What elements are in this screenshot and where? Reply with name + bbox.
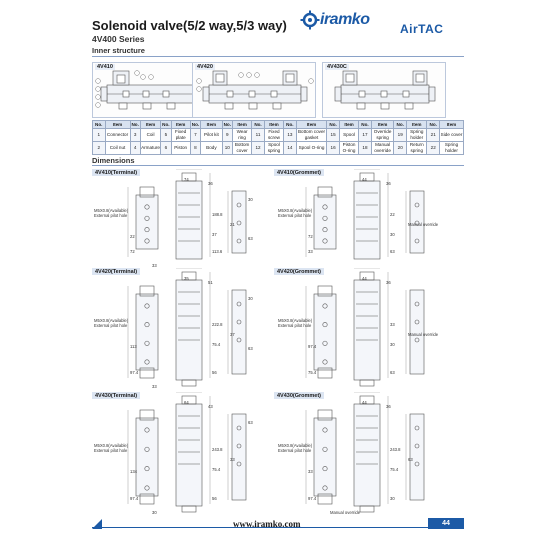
col-header: No. bbox=[284, 121, 297, 129]
table-cell: Spring holder bbox=[440, 141, 464, 154]
table-cell: 1 bbox=[93, 128, 106, 141]
table-cell: 15 bbox=[327, 128, 340, 141]
dimension-value: 30 bbox=[390, 232, 395, 237]
col-header: No. bbox=[252, 121, 265, 129]
table-cell: 19 bbox=[394, 128, 407, 141]
pilot-hole-note: External pilot hole bbox=[278, 448, 312, 453]
table-cell: Coil nut bbox=[105, 141, 130, 154]
table-cell: 8 bbox=[190, 141, 200, 154]
dimension-panel bbox=[92, 268, 274, 390]
dimension-value: 75.4 bbox=[212, 467, 221, 472]
dimension-value: 22 bbox=[130, 234, 135, 239]
dimension-value: 44 bbox=[362, 400, 367, 405]
dimension-value: 30 bbox=[248, 296, 253, 301]
col-header: No. bbox=[394, 121, 407, 129]
dimension-value: 33 bbox=[152, 263, 157, 268]
table-cell: Body bbox=[201, 141, 223, 154]
col-header: Item bbox=[296, 121, 327, 129]
table-cell: Coil bbox=[140, 128, 160, 141]
section-divider bbox=[92, 165, 464, 166]
dimension-value: 36 bbox=[386, 280, 391, 285]
pilot-hole-note: External pilot hole bbox=[94, 448, 128, 453]
dimension-value: 37 bbox=[230, 332, 235, 337]
page-number: 44 bbox=[428, 518, 464, 529]
table-cell: Piston bbox=[171, 141, 190, 154]
table-cell: Side cover bbox=[440, 128, 464, 141]
structure-view-4v420 bbox=[192, 62, 316, 118]
dimension-value: 97.4 bbox=[130, 370, 139, 375]
table-cell: Piston O-ring bbox=[339, 141, 358, 154]
pilot-thread-note: M5X0.8(Available) bbox=[94, 443, 129, 448]
dimension-value: 75.4 bbox=[308, 370, 317, 375]
col-header: No. bbox=[327, 121, 340, 129]
dimension-value: 222.8 bbox=[212, 322, 223, 327]
table-row bbox=[93, 141, 464, 154]
dimension-value: 243.8 bbox=[212, 447, 223, 452]
table-cell: 6 bbox=[161, 141, 171, 154]
brand-logo bbox=[300, 6, 380, 34]
dimension-value: 75.4 bbox=[390, 467, 399, 472]
dimension-value: 113 bbox=[130, 344, 137, 349]
col-header: No. bbox=[427, 121, 440, 129]
dimension-value: 64 bbox=[184, 400, 189, 405]
dimension-panel bbox=[92, 169, 274, 269]
dimension-value: 37 bbox=[212, 232, 217, 237]
structure-label: 4V430C bbox=[327, 64, 347, 70]
dimension-panel bbox=[274, 169, 456, 269]
table-cell: Connector bbox=[105, 128, 130, 141]
col-header: Item bbox=[201, 121, 223, 129]
table-cell: 5 bbox=[161, 128, 171, 141]
dimension-value: 33 bbox=[308, 469, 313, 474]
structure-label: 4V420 bbox=[197, 64, 213, 70]
table-cell: 18 bbox=[359, 141, 372, 154]
col-header: No. bbox=[223, 121, 231, 127]
dimension-drawing bbox=[274, 392, 456, 516]
dimension-panel bbox=[92, 392, 274, 516]
inner-structure-heading: Inner structure bbox=[92, 46, 145, 55]
table-cell: Manual override bbox=[371, 141, 394, 154]
dimension-value: 51 bbox=[208, 280, 213, 285]
col-header: Item bbox=[264, 121, 283, 129]
dimension-value: 36 bbox=[386, 404, 391, 409]
table-cell: Spool bbox=[339, 128, 358, 141]
table-cell: 3 bbox=[130, 128, 140, 141]
dimension-value: 30 bbox=[152, 510, 157, 515]
dimension-value: 30 bbox=[390, 496, 395, 501]
dimension-panel bbox=[274, 268, 456, 390]
table-cell: 11 bbox=[252, 128, 265, 141]
dimension-value: 33 bbox=[308, 249, 313, 254]
pilot-thread-note: M5X0.8(Available) bbox=[278, 208, 313, 213]
pilot-thread-note: M5X0.8(Available) bbox=[94, 318, 129, 323]
col-header: No. bbox=[162, 121, 170, 127]
dimension-drawing bbox=[274, 268, 456, 390]
dimension-value: 63 bbox=[390, 370, 395, 375]
dimension-value: 43 bbox=[208, 404, 213, 409]
table-row bbox=[93, 128, 464, 141]
table-cell: Override spring bbox=[371, 128, 394, 141]
dimension-value: 97.4 bbox=[308, 496, 317, 501]
table-cell: 16 bbox=[327, 141, 340, 154]
dimension-value: 63 bbox=[390, 249, 395, 254]
col-header: No. bbox=[359, 121, 372, 129]
dimension-value: 22 bbox=[390, 212, 395, 217]
dimension-value: 36 bbox=[208, 181, 213, 186]
col-header: Item bbox=[232, 121, 251, 129]
dimension-drawing bbox=[92, 392, 274, 516]
table-cell: 10 bbox=[222, 141, 232, 154]
dimension-value: 30 bbox=[390, 342, 395, 347]
dimension-value: 97.4 bbox=[130, 496, 139, 501]
dimension-value: 188.8 bbox=[212, 212, 223, 217]
parts-table bbox=[92, 120, 464, 155]
dimension-value: 36 bbox=[386, 181, 391, 186]
col-header: Item bbox=[171, 121, 190, 129]
dimension-panel-title: 4V430(Terminal) bbox=[92, 392, 140, 399]
dimension-value: Manual override bbox=[408, 332, 439, 337]
dimension-value: 33 bbox=[390, 322, 395, 327]
table-cell: Fixed plate bbox=[171, 128, 190, 141]
table-cell: Pilot kit bbox=[201, 128, 223, 141]
structure-label: 4V410 bbox=[97, 64, 113, 70]
dimension-value: 63 bbox=[248, 236, 253, 241]
dimension-value: Manual override bbox=[330, 510, 361, 515]
table-cell: Spool spring bbox=[264, 141, 283, 154]
pilot-thread-note: M5X0.8(Available) bbox=[278, 318, 313, 323]
structure-view-4v430c bbox=[322, 62, 446, 118]
table-cell: Return spring bbox=[407, 141, 427, 154]
dimension-panel bbox=[274, 392, 456, 516]
dimension-value: 63 bbox=[248, 346, 253, 351]
gear-icon bbox=[300, 10, 320, 30]
table-cell: Armature bbox=[140, 141, 160, 154]
pilot-hole-note: External pilot hole bbox=[278, 323, 312, 328]
series-title: 4V400 Series bbox=[92, 34, 145, 44]
dimension-panel-title: 4V420(Grommet) bbox=[274, 268, 324, 275]
page-title: Solenoid valve(5/2 way,5/3 way) bbox=[92, 18, 287, 33]
dimension-value: 75.4 bbox=[212, 342, 221, 347]
section-divider bbox=[92, 56, 464, 57]
col-header: Item bbox=[105, 121, 130, 129]
dimension-value: 63 bbox=[408, 457, 413, 462]
table-cell: 13 bbox=[284, 128, 297, 141]
table-cell: 9 bbox=[222, 128, 232, 141]
dimension-value: Manual override bbox=[408, 222, 439, 227]
table-cell: 2 bbox=[93, 141, 106, 154]
maker-logo: AirTAC bbox=[400, 22, 444, 36]
pilot-thread-note: M5X0.8(Available) bbox=[278, 443, 313, 448]
col-header: Item bbox=[371, 121, 394, 129]
dimension-value: 97.4 bbox=[308, 344, 317, 349]
table-cell: Wear ring bbox=[232, 128, 251, 141]
dimension-panel-title: 4V430(Grommet) bbox=[274, 392, 324, 399]
table-cell: Bottom cover bbox=[232, 141, 251, 154]
brand-name: iramko bbox=[320, 11, 370, 28]
col-header: Item bbox=[407, 121, 427, 129]
table-header-row bbox=[93, 121, 464, 129]
footer-url: www.iramko.com bbox=[233, 519, 301, 529]
table-cell: 4 bbox=[130, 141, 140, 154]
col-header: Item bbox=[339, 121, 358, 129]
valve-section-drawing bbox=[323, 63, 447, 119]
dimension-value: 72 bbox=[308, 234, 313, 239]
table-cell: 21 bbox=[427, 128, 440, 141]
table-cell: 14 bbox=[284, 141, 297, 154]
dimension-value: 134 bbox=[130, 469, 137, 474]
dimension-value: 56 bbox=[212, 496, 217, 501]
table-cell: 12 bbox=[252, 141, 265, 154]
dimension-value: 56 bbox=[212, 370, 217, 375]
table-cell: 17 bbox=[359, 128, 372, 141]
dimension-value: 243.8 bbox=[390, 447, 401, 452]
dimensions-heading: Dimensions bbox=[92, 156, 135, 165]
col-header: Item bbox=[440, 121, 464, 129]
dimension-panel-title: 4V410(Grommet) bbox=[274, 169, 324, 176]
table-cell: Bottom cover gasket bbox=[297, 129, 326, 140]
valve-section-drawing bbox=[193, 63, 317, 119]
pilot-hole-note: External pilot hole bbox=[278, 213, 312, 218]
dimension-value: 21 bbox=[230, 222, 235, 227]
dimension-value: 35 bbox=[184, 276, 189, 281]
pilot-thread-note: M5X0.8(Available) bbox=[94, 208, 129, 213]
dimension-value: 74 bbox=[184, 177, 189, 182]
table-cell: Fixed screw bbox=[264, 128, 283, 141]
dimension-value: 44 bbox=[362, 276, 367, 281]
col-header: No. bbox=[191, 121, 200, 127]
col-header: No. bbox=[93, 121, 106, 129]
table-cell: Spring holder bbox=[407, 128, 427, 141]
dimension-drawing bbox=[92, 169, 274, 269]
table-cell: 22 bbox=[427, 141, 440, 154]
dimension-value: 30 bbox=[248, 197, 253, 202]
dimension-value: 33 bbox=[152, 384, 157, 389]
dimension-panel-title: 4V420(Terminal) bbox=[92, 268, 140, 275]
dimension-drawing bbox=[92, 268, 274, 390]
dimension-value: 44 bbox=[362, 177, 367, 182]
col-header: No. bbox=[131, 121, 139, 127]
dimension-drawing bbox=[274, 169, 456, 269]
col-header: Item bbox=[140, 121, 160, 129]
table-cell: 7 bbox=[190, 128, 200, 141]
pilot-hole-note: External pilot hole bbox=[94, 213, 128, 218]
pilot-hole-note: External pilot hole bbox=[94, 323, 128, 328]
dimension-panel-title: 4V410(Terminal) bbox=[92, 169, 140, 176]
dimension-value: 113.6 bbox=[212, 249, 223, 254]
dimension-value: 33 bbox=[230, 457, 235, 462]
dimension-value: 72 bbox=[130, 249, 135, 254]
table-cell: Spool O-ring bbox=[296, 141, 327, 154]
dimension-value: 63 bbox=[248, 420, 253, 425]
table-cell: 20 bbox=[394, 141, 407, 154]
